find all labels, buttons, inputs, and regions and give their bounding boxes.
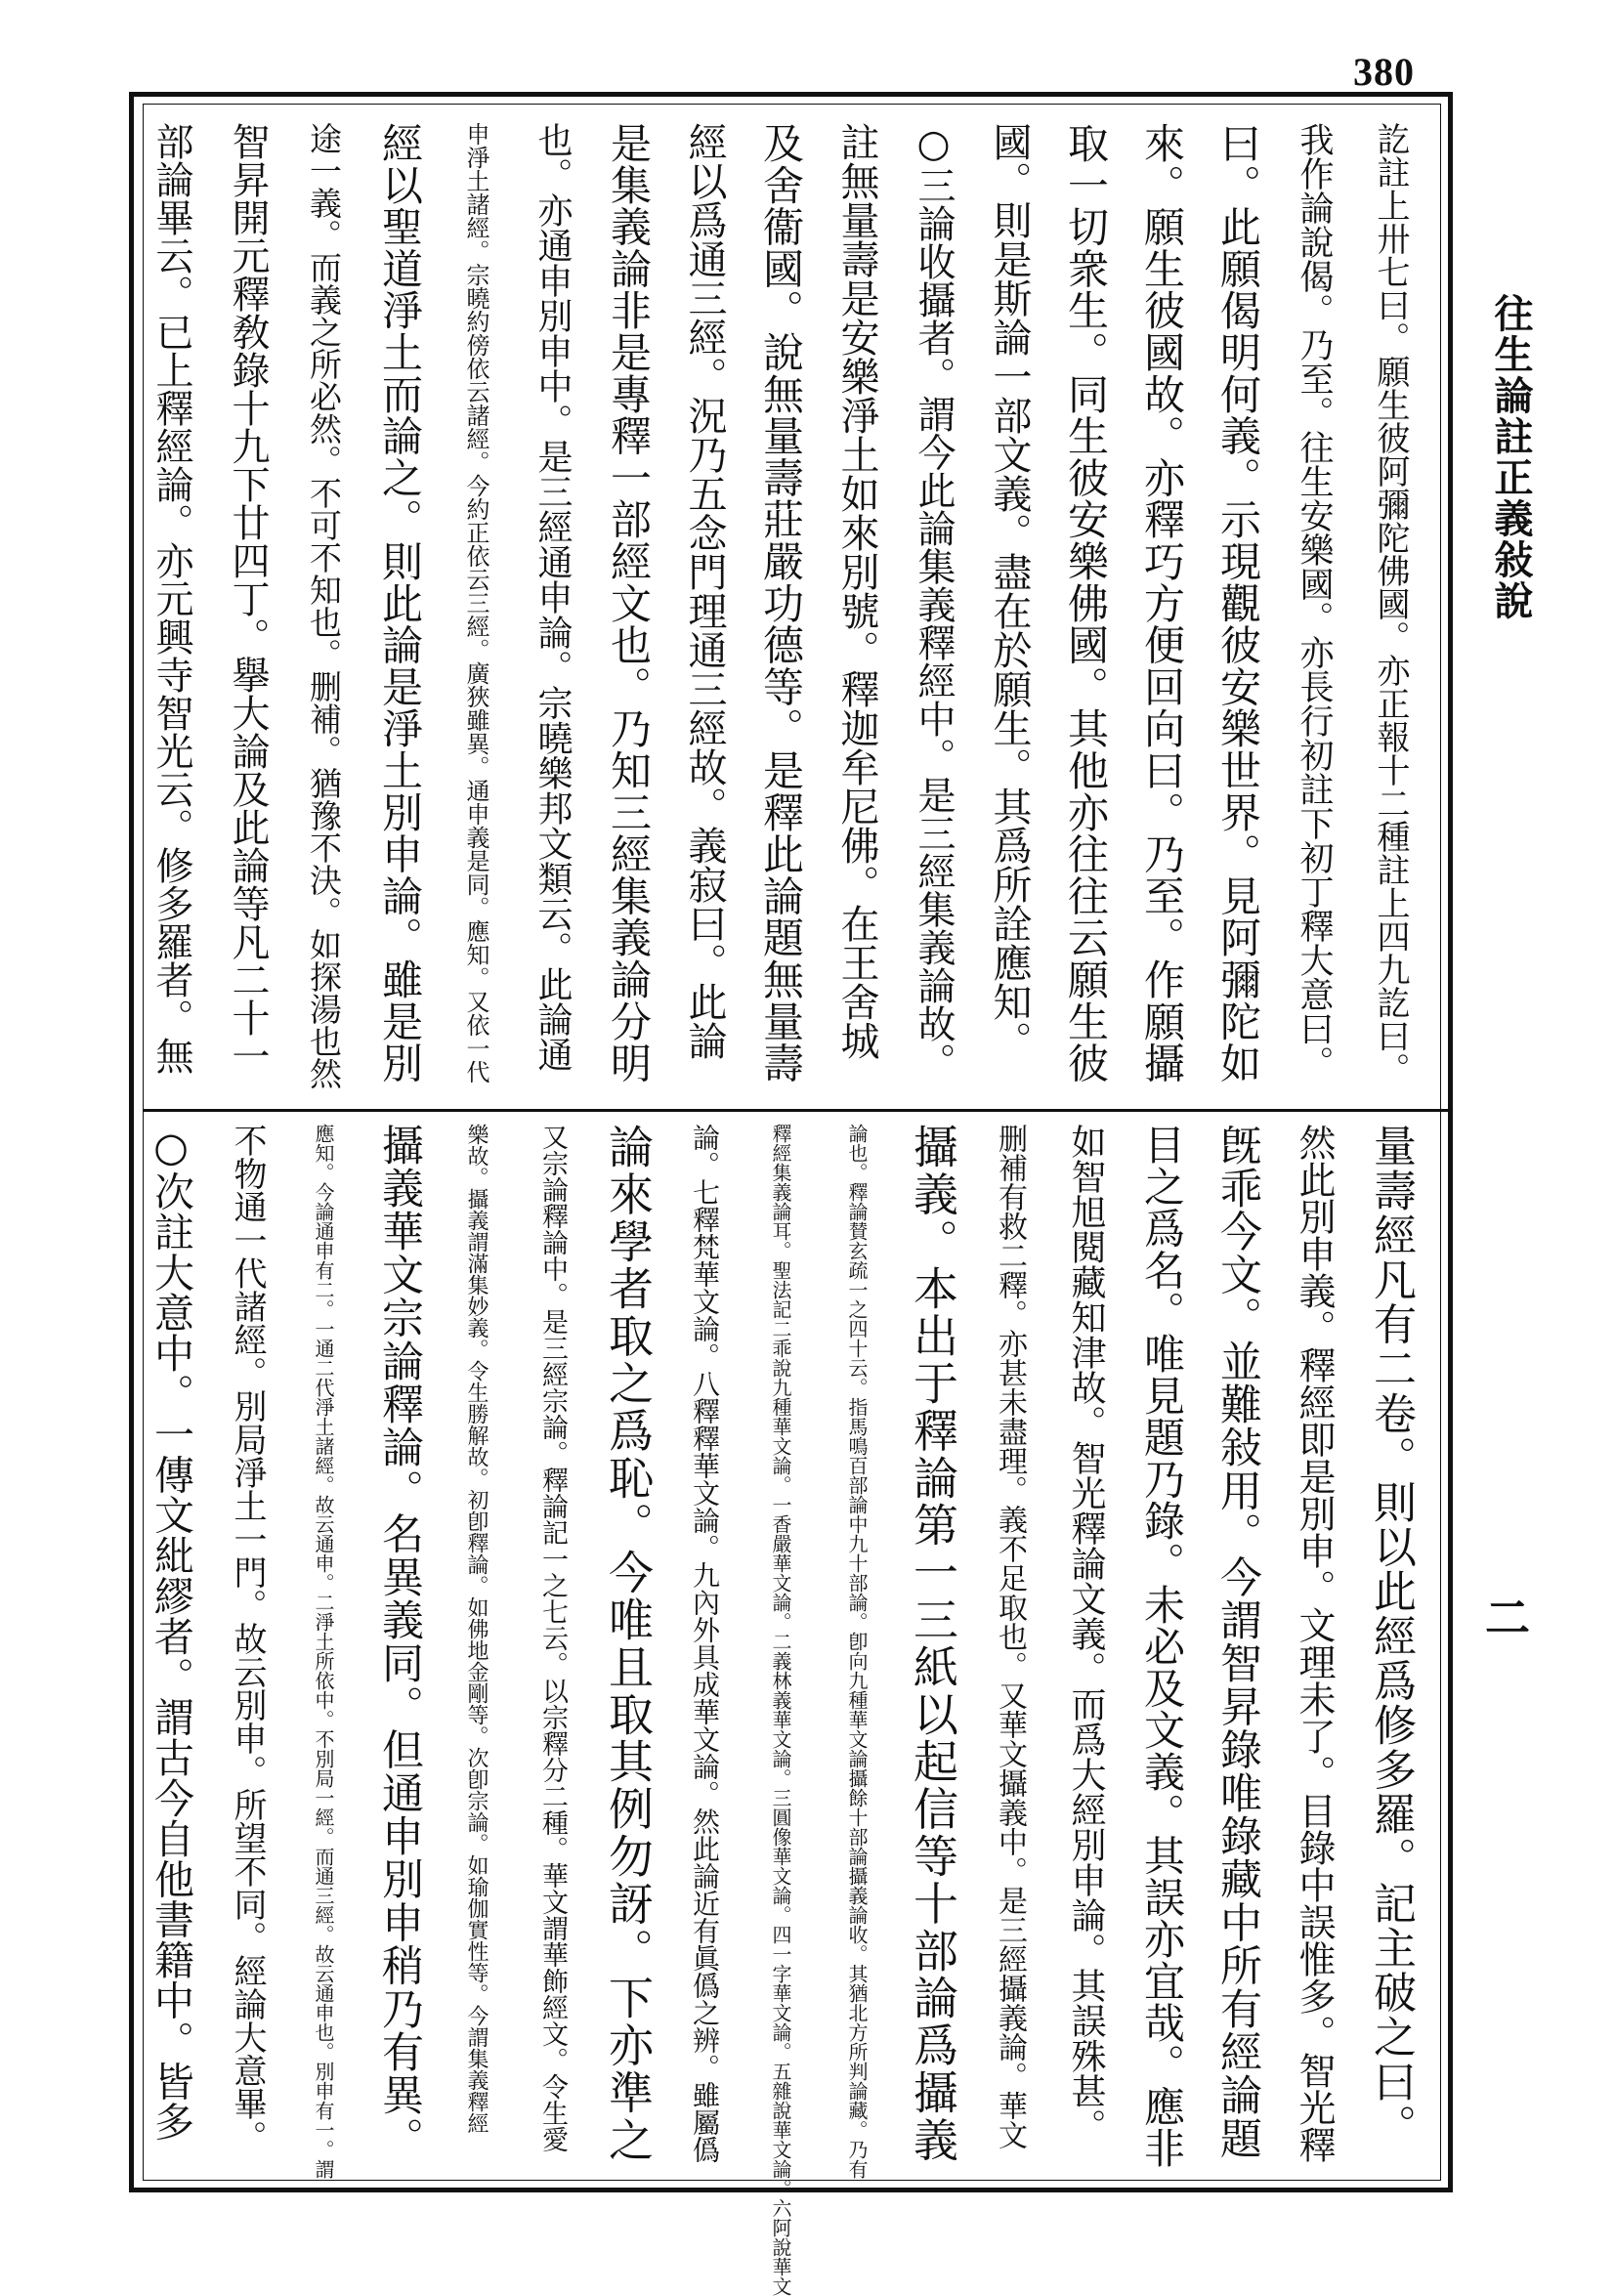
lower-text-block (148, 1124, 1428, 2296)
upper-text-block (149, 122, 1428, 1089)
text-column: 智昇開元釋敎錄十九下廿四丁。擧大論及此論等凡二十一 (226, 122, 270, 1075)
text-column: 經以聖道淨土而論之。則此論是淨土別申論。雖是別 (376, 122, 424, 1084)
text-column: 攝義。本出于釋論第一三紙以起信等十部論爲攝義 (907, 1124, 959, 2164)
page-number: 380 (1353, 50, 1415, 94)
text-column: 我作論說偈。乃至。往生安樂國。亦長行初註下初丁釋大意曰。 (1295, 122, 1334, 1080)
text-column: 如智旭閱藏知津故。智光釋論文義。而爲大經別申論。其誤殊甚。 (1066, 1124, 1106, 2144)
text-column: 是集義論非是專釋一部經文也。乃知三經集義論分明 (605, 122, 653, 1084)
text-column: 旣乖今文。並難敍用。今謂智昇錄唯錄藏中所有經論題 (1213, 1124, 1262, 2160)
text-column: 部論畢云。已上釋經論。亦元興寺智光云。修多羅者。無 (149, 122, 193, 1075)
text-column: 論也。釋論賛玄疏一之四十云。指馬鳴百部論中九十部論。卽向九種華文論攝餘十部論攝義論收。其猶北方所判論藏。乃有 (845, 1124, 869, 2179)
text-column: 不物通一代諸經。別局淨土一門。故云別申。所望不同。經論大意畢。 (228, 1124, 267, 2153)
text-column: 途一義。而義之所必然。不可不知也。删補。猶豫不決。如探湯也然 (305, 122, 343, 1089)
running-title: 往生論註正義敍說 (1488, 293, 1534, 621)
text-column: 釋經集義論耳。聖法記二乖說九種華文論。一香嚴華文論。二義林義華文論。三圓像華文論。四一字華文論。五雜說華文論。六阿說華文 (769, 1124, 792, 2296)
text-column: 來。願生彼國故。亦釋巧方便回向曰。乃至。作願攝 (1138, 122, 1186, 1084)
text-column: 又宗論釋論中。是三經宗論。釋論記一之七云。以宗釋分二種。華文謂華飾經文。令生愛 (537, 1124, 568, 2152)
text-column: ○三論收攝者。謂今此論集義釋經中。是三經集義論故。 (912, 122, 956, 1081)
text-column: 申淨土諸經。宗曉約傍依云諸經。今約正依云三經。廣狹雖異。通申義是同。應知。又依一代 (462, 122, 489, 1084)
text-column: 訖註上卅七曰。願生彼阿彌陀佛國。亦正報十二種註上四九訖曰。 (1371, 122, 1410, 1085)
text-column: 註無量壽是安樂淨土如來別號。釋迦牟尼佛。在王舍城 (834, 122, 879, 1060)
text-column: 及舍衞國。說無量壽莊嚴功德等。是釋此論題無量壽 (757, 122, 805, 1084)
text-column: 删補有救二釋。亦甚未盡理。義不足取也。又華文攝義中。是三經攝義論。華文 (993, 1124, 1027, 2149)
text-column: 量壽經凡有二卷。則以此經爲修多羅。記主破之曰。 (1366, 1124, 1416, 2148)
text-column: 取一切衆生。同生彼安樂佛國。其他亦往往云願生彼 (1062, 122, 1110, 1084)
text-column: 然此別申義。釋經即是別申。文理未了。目錄中誤惟多。智光釋 (1293, 1124, 1336, 2163)
folio-number: 二 (1485, 1592, 1530, 1644)
text-column: 曰。此願偈明何義。示現觀彼安樂世界。見阿彌陀如 (1214, 122, 1262, 1084)
text-column: 論。七釋梵華文論。八釋釋華文論。九內外具成華文論。然此論近有眞僞之辨。雖屬僞 (689, 1124, 721, 2163)
text-column: 攝義華文宗論釋論。名異義同。但通申別申稍乃有異。 (375, 1124, 424, 2160)
text-column: 論來學者取之爲恥。今唯且取其例勿訝。下亦準之 (602, 1124, 655, 2164)
text-column: 應知。今論通申有二。一通二代淨土諸經。故云通申。二淨土所依中。不別局一經。而通三經。故云通申也。別申有一。謂 (312, 1124, 335, 2179)
text-column: 也。亦通申別申中。是三經通申論。宗曉樂邦文類云。此論通 (532, 122, 573, 1072)
text-column: 經以爲通三經。況乃五念門理通三經故。義寂曰。此論 (682, 122, 727, 1060)
section-divider (143, 1109, 1453, 1112)
text-column: ○次註大意中。一傳文紕繆者。謂古今自他書籍中。皆多 (148, 1124, 194, 2142)
text-column: 國。則是斯論一部文義。盡在於願生。其爲所詮應知。 (987, 122, 1032, 1060)
text-column: 樂故。攝義謂滿集妙義。令生勝解故。初卽釋論。如佛地金剛等。次卽宗論。如瑜伽實性等。今謂集義釋經 (464, 1124, 489, 2134)
text-column: 目之爲名。唯見題乃錄。未必及文義。其誤亦宜哉。應非 (1138, 1124, 1186, 2169)
